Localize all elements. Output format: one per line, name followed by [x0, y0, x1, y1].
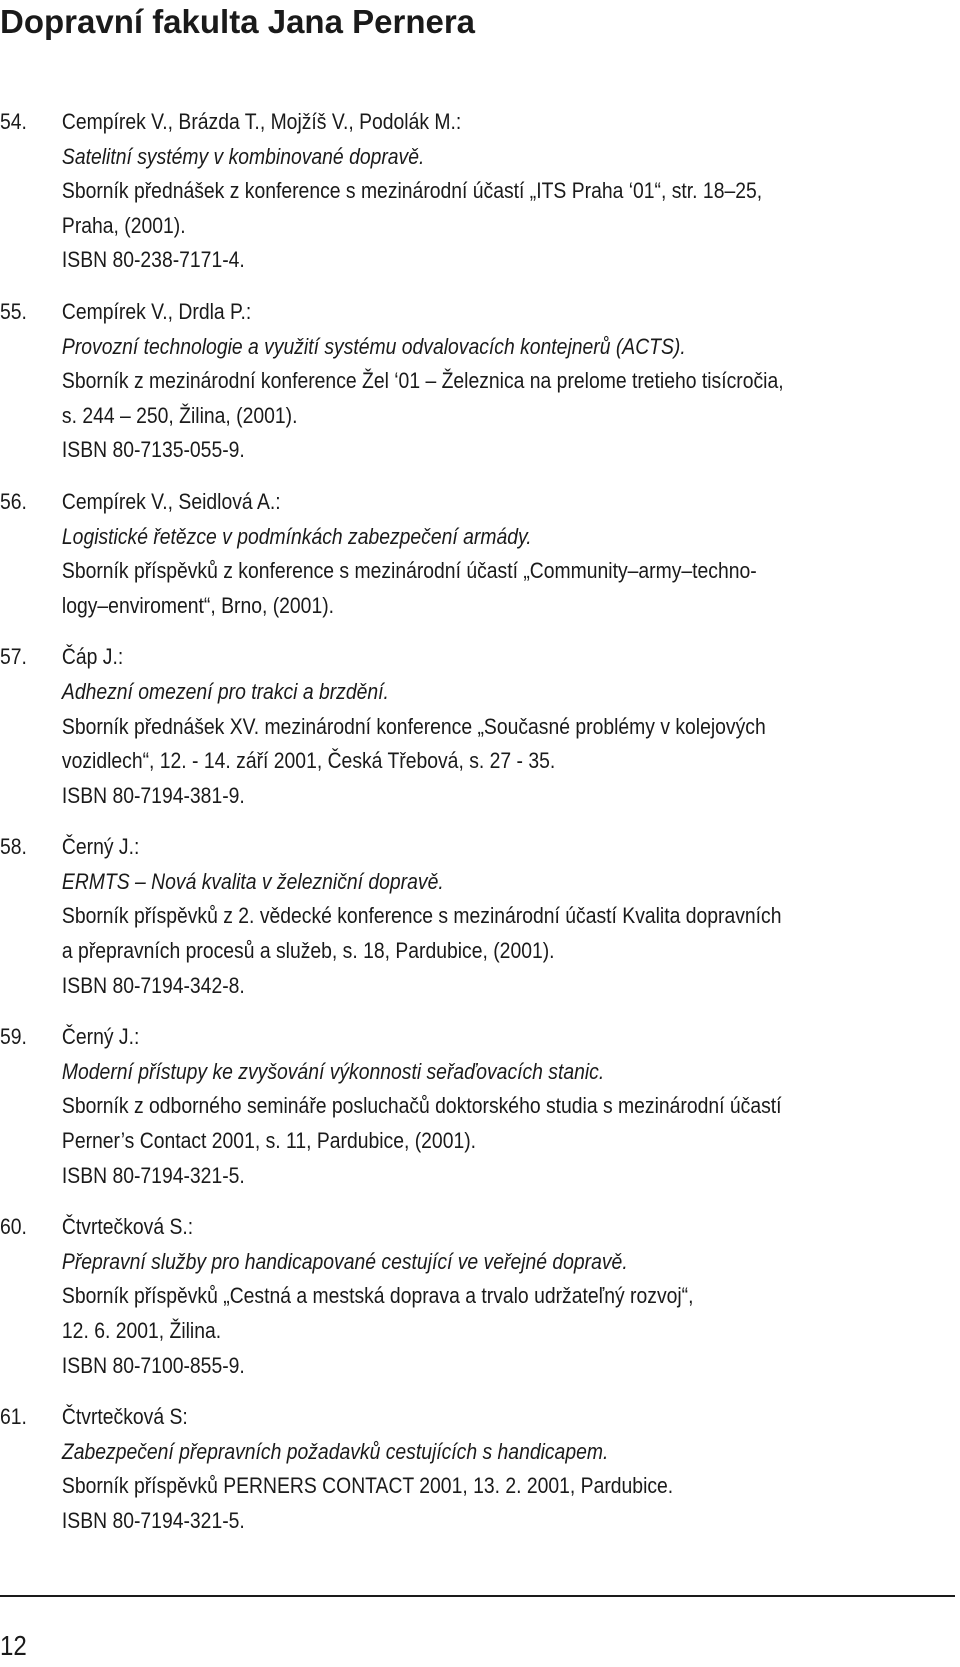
- reference-line: Černý J.:: [61, 834, 140, 860]
- page-number: 12: [0, 1630, 27, 1661]
- reference-number: 55.: [0, 298, 27, 324]
- reference-entry: [0, 1400, 955, 1538]
- reference-entry: [0, 830, 955, 1003]
- reference-title: ERMTS – Nová kvalita v železniční dopravě.: [61, 868, 444, 894]
- reference-line: ISBN 80-7194-381-9.: [61, 782, 245, 808]
- reference-line: ISBN 80-7194-321-5.: [61, 1507, 245, 1533]
- reference-line: ISBN 80-7135-055-9.: [61, 437, 245, 463]
- reference-line: Sborník z odborného semináře posluchačů doktorského studia s mezinárodní účastí: [61, 1093, 782, 1119]
- reference-title: Moderní přístupy ke zvyšování výkonnosti seřaďovacích stanic.: [61, 1058, 605, 1084]
- footer-divider: [0, 1595, 955, 1597]
- reference-number: 56.: [0, 488, 27, 514]
- reference-body: [62, 105, 955, 278]
- reference-line: ISBN 80-238-7171-4.: [61, 247, 245, 273]
- reference-line: Cempírek V., Drdla P.:: [61, 298, 252, 324]
- reference-number: 58.: [0, 834, 27, 860]
- reference-line: Černý J.:: [61, 1024, 140, 1050]
- reference-entry: [0, 1020, 955, 1193]
- reference-line: a přepravních procesů a služeb, s. 18, Pardubice, (2001).: [61, 938, 555, 964]
- reference-title: Satelitní systémy v kombinované dopravě.: [61, 143, 425, 169]
- reference-list: [0, 105, 821, 1556]
- reference-line: Cempírek V., Seidlová A.:: [61, 488, 281, 514]
- reference-body: [62, 1020, 955, 1193]
- reference-line: Sborník příspěvků z konference s mezinárodní účastí „Community–army–techno-: [61, 558, 757, 584]
- reference-body: [62, 295, 955, 468]
- reference-line: Sborník z mezinárodní konference Žel ‘01 – Železnica na prelome tretieho tisícročia,: [61, 368, 784, 394]
- reference-line: Praha, (2001).: [61, 212, 186, 238]
- reference-line: 12. 6. 2001, Žilina.: [61, 1318, 222, 1343]
- reference-line: Sborník příspěvků z 2. vědecké konference s mezinárodní účastí Kvalita dopravních: [61, 903, 782, 929]
- reference-entry: [0, 105, 955, 278]
- reference-line: vozidlech“, 12. - 14. září 2001, Česká Třebová, s. 27 - 35.: [61, 748, 556, 774]
- reference-line: Čáp J.:: [61, 644, 124, 670]
- reference-title: Logistické řetězce v podmínkách zabezpečení armády.: [61, 523, 532, 549]
- reference-line: Perner’s Contact 2001, s. 11, Pardubice, (2001).: [61, 1128, 477, 1154]
- reference-entry: [0, 485, 955, 623]
- reference-line: Sborník přednášek z konference s mezinárodní účastí „ITS Praha ‘01“, str. 18–25,: [61, 178, 763, 204]
- reference-line: ISBN 80-7194-321-5.: [61, 1162, 245, 1188]
- reference-number: 59.: [0, 1024, 27, 1050]
- reference-body: [62, 1210, 955, 1383]
- reference-line: ISBN 80-7194-342-8.: [61, 972, 245, 998]
- reference-title: Adhezní omezení pro trakci a brzdění.: [61, 678, 389, 704]
- reference-body: [62, 830, 955, 1003]
- reference-entry: [0, 295, 955, 468]
- reference-entry: [0, 640, 955, 813]
- reference-number: 60.: [0, 1214, 27, 1240]
- reference-line: logy–enviroment“, Brno, (2001).: [61, 592, 335, 618]
- reference-line: Čtvrtečková S.:: [61, 1214, 194, 1240]
- reference-entry: [0, 1210, 955, 1383]
- reference-title: Provozní technologie a využití systému odvalovacích kontejnerů (ACTS).: [61, 333, 686, 359]
- reference-line: Čtvrtečková S:: [61, 1404, 188, 1430]
- reference-line: ISBN 80-7100-855-9.: [61, 1352, 245, 1378]
- reference-body: [62, 1400, 955, 1538]
- reference-title: Přepravní služby pro handicapované cestující ve veřejné dopravě.: [61, 1248, 628, 1274]
- reference-body: [62, 640, 955, 813]
- page-header-title: Dopravní fakulta Jana Pernera: [0, 3, 476, 40]
- reference-list-inner: [0, 105, 955, 1539]
- reference-body: [62, 485, 955, 623]
- reference-number: 61.: [0, 1404, 27, 1430]
- reference-number: 54.: [0, 109, 27, 134]
- reference-line: Sborník přednášek XV. mezinárodní konference „Současné problémy v kolejových: [61, 713, 766, 739]
- reference-line: s. 244 – 250, Žilina, (2001).: [61, 402, 298, 428]
- reference-line: Sborník příspěvků PERNERS CONTACT 2001, 13. 2. 2001, Pardubice.: [61, 1473, 674, 1499]
- reference-number: 57.: [0, 644, 27, 670]
- reference-line: Cempírek V., Brázda T., Mojžíš V., Podolák M.:: [61, 109, 462, 134]
- reference-title: Zabezpečení přepravních požadavků cestujících s handicapem.: [61, 1438, 609, 1464]
- reference-line: Sborník příspěvků „Cestná a mestská doprava a trvalo udržateľný rozvoj“,: [61, 1283, 694, 1309]
